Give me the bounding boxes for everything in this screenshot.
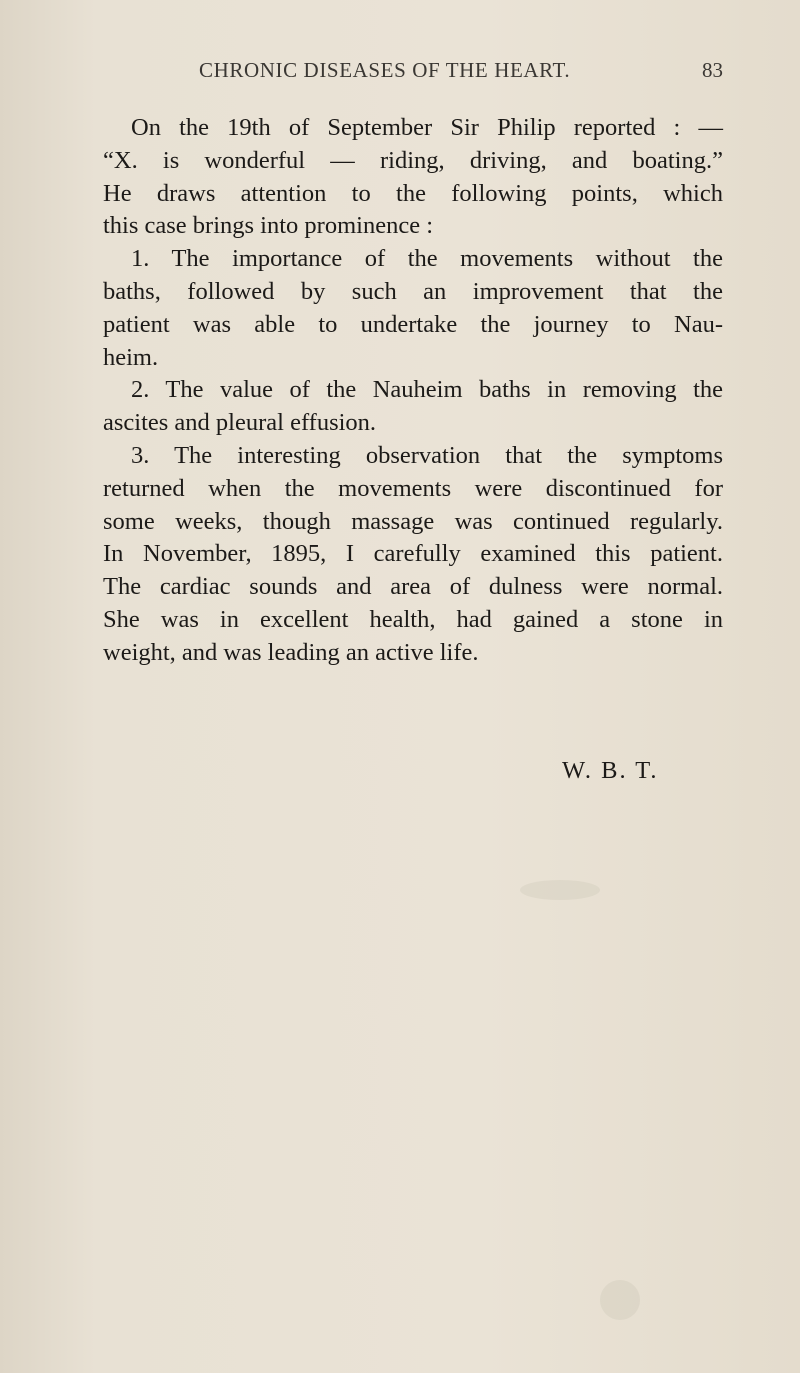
text-line: 1. The importance of the movements without the xyxy=(131,245,723,273)
text-line: 3. The interesting observation that the symptoms xyxy=(131,441,723,469)
text-line: 2. The value of the Nauheim baths in removing the xyxy=(131,376,723,404)
paper-stain xyxy=(600,1280,640,1320)
text-line: some weeks, though massage was continued regularly. xyxy=(103,507,723,535)
text-line: patient was able to undertake the journey to Nau- xyxy=(103,310,723,338)
text-line: weight, and was leading an active life. xyxy=(103,638,479,666)
running-head xyxy=(103,58,723,94)
text-line: ascites and pleural effusion. xyxy=(103,409,377,437)
page-number: 83 xyxy=(702,58,723,82)
text-line: She was in excellent health, had gained a stone in xyxy=(103,605,723,633)
running-title: CHRONIC DISEASES OF THE HEART. xyxy=(199,58,571,82)
text-line: “X. is wonderful — riding, driving, and boating.” xyxy=(103,146,723,174)
text-line: baths, followed by such an improvement that the xyxy=(103,277,723,305)
text-line: In November, 1895, I carefully examined this patient. xyxy=(103,540,723,568)
paper-stain xyxy=(520,880,600,900)
text-line: The cardiac sounds and area of dulness were normal. xyxy=(103,573,723,601)
text-line: returned when the movements were discontinued for xyxy=(103,474,723,502)
signature-initials: W. B. T. xyxy=(562,757,659,784)
text-line: He draws attention to the following points, which xyxy=(103,179,723,207)
text-line: heim. xyxy=(103,343,159,371)
text-line: On the 19th of September Sir Philip reported : — xyxy=(131,114,723,141)
body-text xyxy=(103,112,723,670)
text-line: this case brings into prominence : xyxy=(103,212,433,240)
